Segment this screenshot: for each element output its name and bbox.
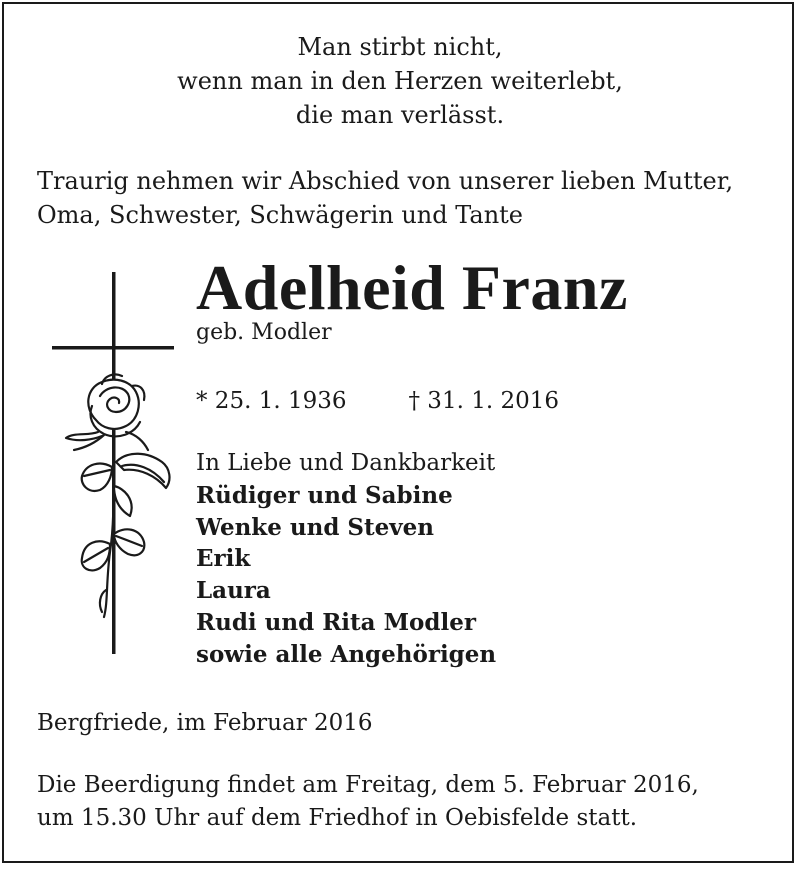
rose-icon [66, 374, 169, 617]
motto-line: wenn man in den Herzen weiterlebt, [177, 67, 623, 95]
funeral-line: um 15.30 Uhr auf dem Friedhof in Oebisfelde statt. [37, 805, 638, 831]
cross-and-rose-emblem [44, 272, 184, 662]
intro-line: Oma, Schwester, Schwägerin und Tante [37, 201, 523, 229]
mourner-name: Erik [196, 545, 251, 573]
intro-line: Traurig nehmen wir Abschied von unserer lieben Mutter, [37, 167, 734, 195]
motto-line: die man verlässt. [295, 101, 505, 129]
birth-name: geb. Modler [196, 320, 332, 345]
mourner-name: Rudi und Rita Modler [196, 608, 476, 636]
obituary-notice [2, 2, 794, 863]
mourners-list [196, 448, 496, 671]
mourner-name: Rüdiger und Sabine [196, 481, 453, 509]
death-date: † 31. 1. 2016 [408, 388, 559, 414]
mourners-lead: In Liebe und Dankbarkeit [196, 450, 496, 476]
funeral-line: Die Beerdigung findet am Freitag, dem 5. Februar 2016, [37, 772, 699, 798]
life-dates [196, 386, 559, 416]
deceased-name: Adelheid Franz [196, 252, 628, 323]
mourner-name: Laura [196, 577, 271, 605]
mourner-name: sowie alle Angehörigen [196, 640, 497, 668]
motto-verse [4, 30, 796, 132]
funeral-info [37, 769, 699, 835]
place-and-date: Bergfriede, im Februar 2016 [37, 710, 373, 736]
mourner-name: Wenke und Steven [196, 513, 435, 541]
intro-text [37, 164, 733, 232]
birth-date: * 25. 1. 1936 [196, 388, 347, 414]
motto-line: Man stirbt nicht, [297, 33, 503, 61]
